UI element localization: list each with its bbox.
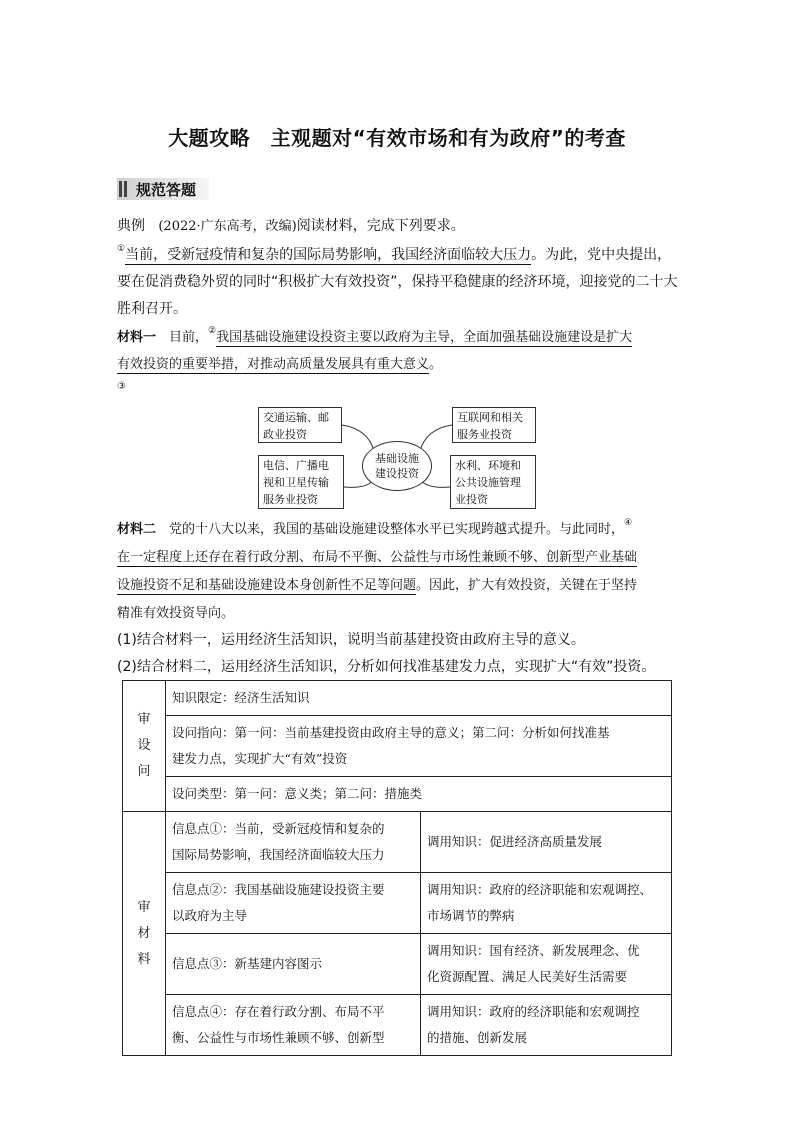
table-row [123,681,672,716]
vhead-text: 审设问 [137,712,151,779]
material2-line-4: 精准有效投资导向。 [117,606,235,621]
marker-1: ① [117,244,126,254]
cell-text: 化资源配置、满足人民美好生活需要 [427,969,628,984]
material2-label: 材料二 [117,522,157,537]
intro-line-2: 要在促消费稳外贸的同时“积极扩大有效投资”，保持平稳健康的经济环境，迎接党的二十大 [117,274,678,290]
cell-text: 市场调节的弊病 [427,908,515,923]
material1-text: 目前， [156,330,209,345]
diagram-center [362,441,432,491]
cell-call [421,995,672,1056]
material2-line-1 [117,518,632,537]
diagram-box-water [450,455,536,509]
material2-line-2 [117,546,637,565]
diagram-text: 公共设施管理 [455,476,521,489]
vhead-shen-she-wen [123,681,166,812]
cell-zhishi: 知识限定：经济生活知识 [166,681,672,716]
cell-text: 以政府为主导 [172,908,248,923]
example-label: 典例 [117,218,145,234]
marker-4: ④ [624,518,633,528]
table-row [123,812,672,873]
cell-text: 信息点①：当前，受新冠疫情和复杂的 [172,821,385,836]
example-instruction: 阅读材料，完成下列要求。 [296,218,465,234]
marker-3: ③ [117,381,126,392]
table-row [123,934,672,995]
vhead-text: 审材料 [137,899,151,967]
section-label: 规范答题 [136,181,197,199]
material2-rest: 。因此，扩大有效投资，关键在于坚持 [416,578,638,593]
intro-line-1 [117,244,671,264]
marker-2: ② [208,326,217,336]
intro-underlined: 当前，受新冠疫情和复杂的国际局势影响，我国经济面临较大压力 [125,247,532,263]
cell-text: 信息点④：存在着行政分割、布局不平 [172,1004,385,1019]
diagram-text: 服务业投资 [457,428,512,441]
cell-zhixiang [166,716,672,777]
cell-text: 衡、公益性与市场性兼顾不够、创新型 [172,1030,385,1045]
vhead-shen-cailiao [123,812,166,1056]
diagram-text: 视和卫星传输 [263,476,329,489]
diagram-text: 电信、广播电 [263,459,329,472]
cell-text: 建发力点，实现扩大“有效”投资 [172,751,348,766]
example-line [117,215,465,235]
cell-info: 信息点③：新基建内容图示 [166,934,421,995]
diagram-box-internet [452,407,536,443]
cell-call: 调用知识：促进经济高质量发展 [421,812,672,873]
material2-line-3 [117,574,637,593]
diagram-text: 互联网和相关 [457,411,523,424]
table-row [123,777,672,812]
cell-info [166,812,421,873]
cell-text: 设问指向：第一问：当前基建投资由政府主导的意义；第二问：分析如何找准基 [172,725,610,740]
diagram-text: 水利、环境和 [455,459,521,472]
diagram-text: 业投资 [455,493,488,506]
diagram-text: 基础设施 [375,452,419,465]
cell-info [166,873,421,934]
infrastructure-diagram [258,407,536,509]
material2-text: 党的十八大以来，我国的基础设施建设整体水平已实现跨越式提升。与此同时， [156,522,625,537]
diagram-text: 服务业投资 [263,493,318,506]
example-source: (2022·广东高考，改编) [158,219,297,234]
table-row [123,995,672,1056]
cell-text: 信息点②：我国基础设施建设投资主要 [172,882,385,897]
diagram-box-telecom [258,455,344,509]
diagram-box-transport [258,407,342,443]
cell-text: 的措施、创新发展 [427,1030,528,1045]
intro-rest: 。为此，党中央提出， [531,247,672,263]
cell-call [421,934,672,995]
intro-line-3: 胜利召开。 [117,301,187,317]
cell-text: 调用知识：政府的经济职能和宏观调控、 [427,882,653,897]
table-row [123,716,672,777]
cell-call [421,873,672,934]
cell-text: 调用知识：政府的经济职能和宏观调控 [427,1004,640,1019]
material2-underlined-1: 在一定程度上还存在着行政分割、布局不平衡、公益性与市场性兼顾不够、创新型产业基础 [117,550,638,565]
material2-underlined-2: 设施投资不足和基础设施建设本身创新性不足等问题 [117,578,417,593]
section-bars-icon [119,181,129,197]
material1-line-2 [117,353,442,372]
page-title: 大题攻略 主观题对“有效市场和有为政府”的考查 [168,126,626,150]
cell-text: 调用知识：国有经济、新发展理念、优 [427,943,640,958]
cell-text: 国际局势影响，我国经济面临较大压力 [172,847,385,862]
question-2: (2)结合材料二，运用经济生活知识，分析如何找准基建发力点，实现扩大“有效”投资。 [117,659,656,675]
material1-line-1 [117,326,632,345]
question-1: (1)结合材料一，运用经济生活知识，说明当前基建投资由政府主导的意义。 [117,632,585,648]
material1-label: 材料一 [117,330,157,345]
material1-end: 。 [429,357,443,372]
analysis-table [122,680,672,1056]
cell-leixing: 设问类型：第一问：意义类；第二问：措施类 [166,777,672,812]
diagram-text: 交通运输、邮 [263,411,329,424]
cell-info [166,995,421,1056]
material1-underlined-1: 我国基础设施建设投资主要以政府为主导，全面加强基础设施建设是扩大 [216,330,633,345]
table-row [123,873,672,934]
diagram-text: 建设投资 [375,467,419,480]
diagram-text: 政业投资 [263,428,307,441]
section-tag [117,178,209,200]
material1-underlined-2: 有效投资的重要举措，对推动高质量发展具有重大意义 [117,357,430,372]
